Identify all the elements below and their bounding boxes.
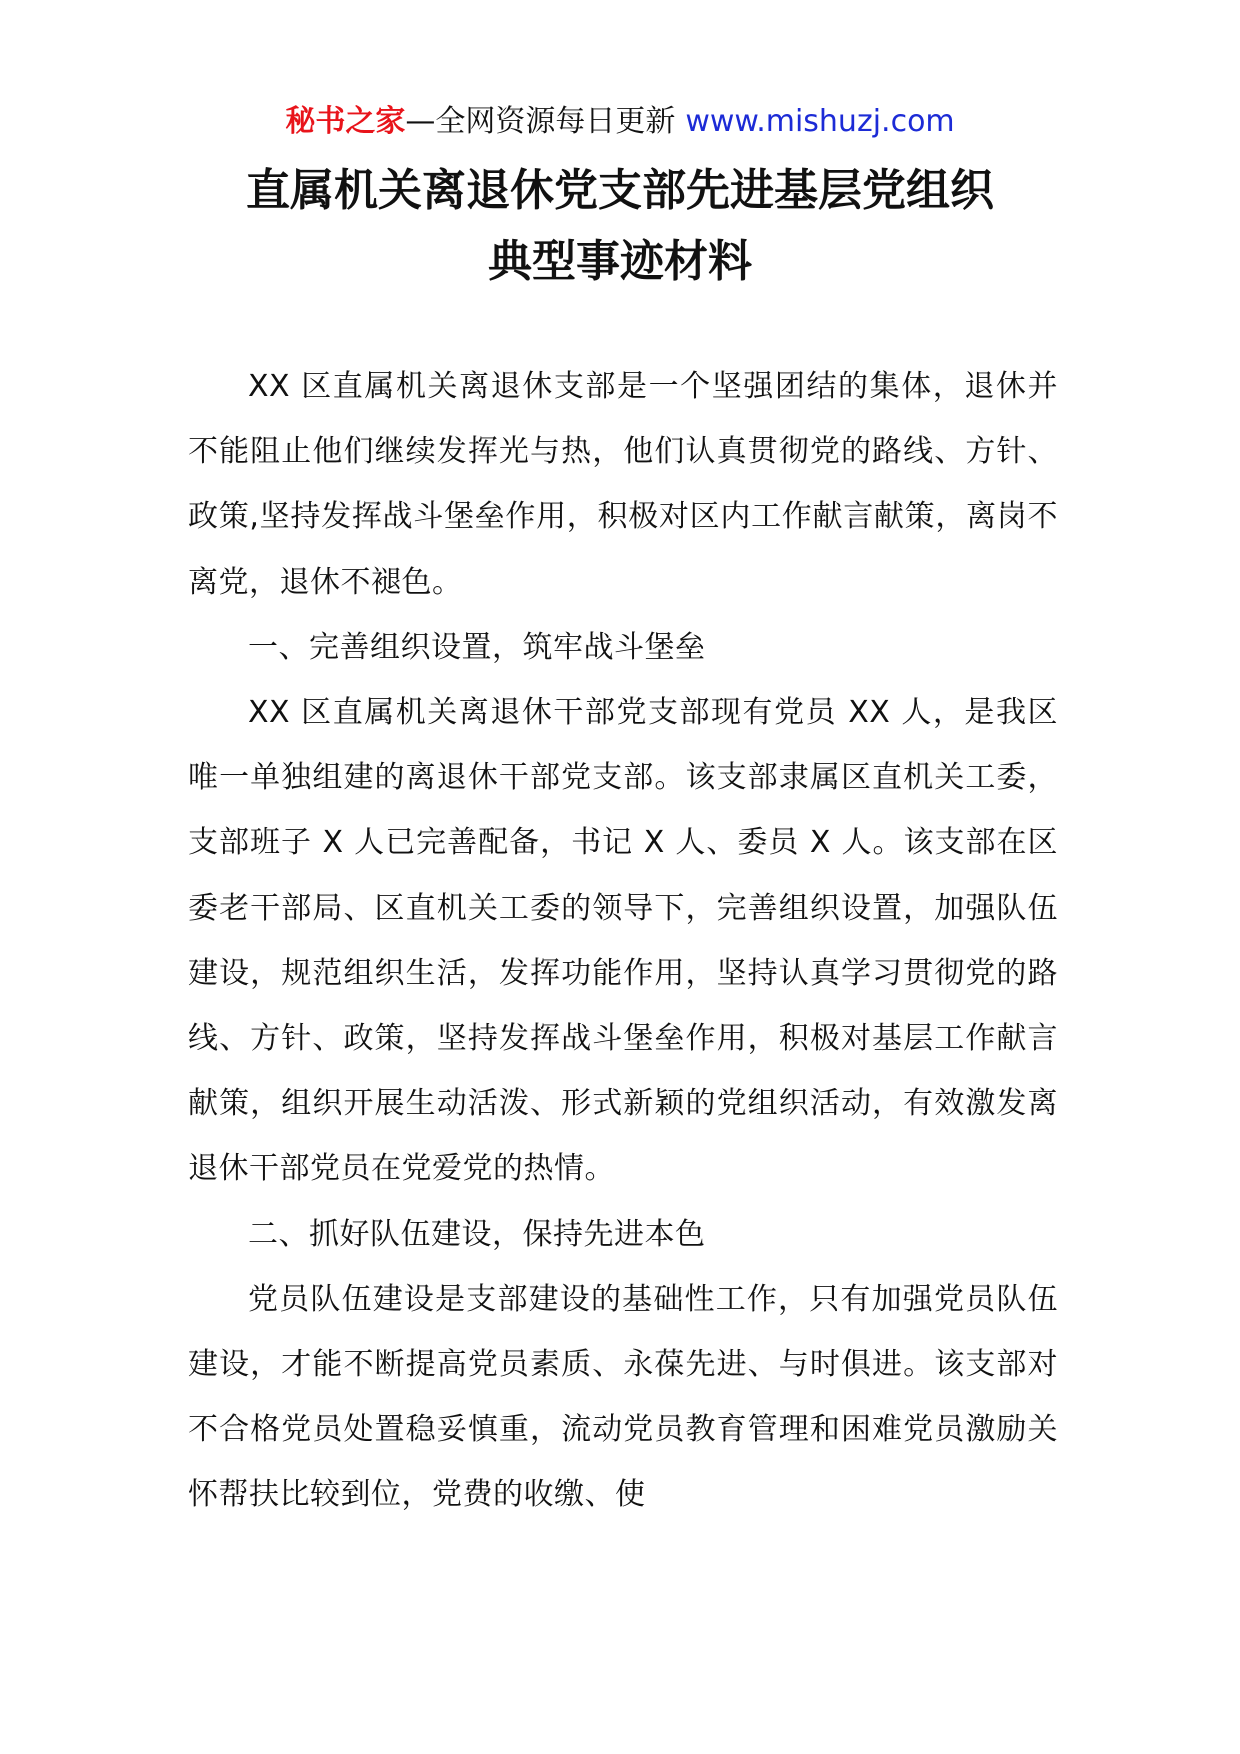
paragraph-section-1: XX 区直属机关离退休干部党支部现有党员 XX 人，是我区唯一单独组建的离退休干部党支部。该支部隶属区直机关工委，支部班子 X 人已完善配备，书记 X 人、委员 X 人。该支部在区委老干部局、区直机关工委的领导下，完善组织设置，加强队伍建设，规范组织生活，发挥功能作用，坚持认真学习贯彻党的路线、方针、政策，坚持发挥战斗堡垒作用，积极对基层工作献言献策，组织开展生动活泼、形式新颖的党组织活动，有效激发离退休干部党员在党爱党的热情。 xyxy=(188,695,1058,1187)
document-title-line-1: 直属机关离退休党支部先进基层党组织 xyxy=(246,165,994,216)
paragraph-intro: XX 区直属机关离退休支部是一个坚强团结的集体，退休并不能阻止他们继续发挥光与热，他们认真贯彻党的路线、方针、政策,坚持发挥战斗堡垒作用，积极对区内工作献言献策，离岗不离党，退休不褪色。 xyxy=(188,369,1058,600)
paragraph-section-2: 党员队伍建设是支部建设的基础性工作，只有加强党员队伍建设，才能不断提高党员素质、永葆先进、与时俱进。该支部对不合格党员处置稳妥慎重，流动党员教育管理和困难党员激励关怀帮扶比较到位，党费的收缴、使 xyxy=(188,1281,1058,1513)
site-url: www.mishuzj.com xyxy=(685,104,955,139)
document-body xyxy=(188,354,1058,1528)
site-header xyxy=(0,100,1240,144)
header-tagline: —全网资源每日更新 xyxy=(405,104,676,139)
document-title-line-2: 典型事迹材料 xyxy=(488,236,752,287)
section-heading-2: 二、抓好队伍建设，保持先进本色 xyxy=(248,1216,706,1252)
brand-name: 秘书之家 xyxy=(285,104,406,139)
section-heading-1: 一、完善组织设置，筑牢战斗堡垒 xyxy=(248,629,706,665)
